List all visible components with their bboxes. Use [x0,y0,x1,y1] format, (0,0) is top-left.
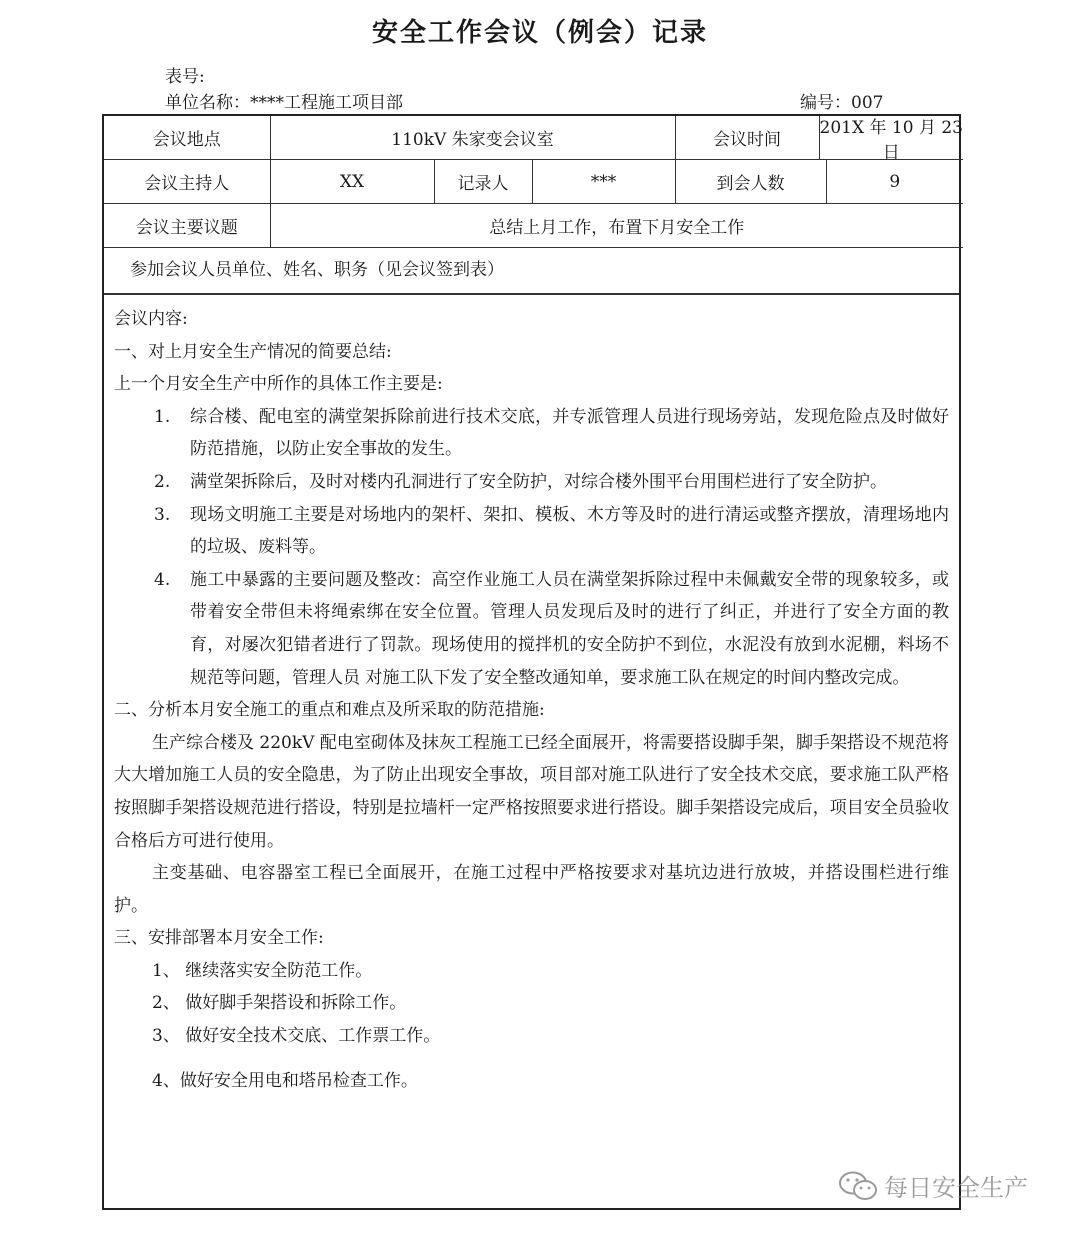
item-number: 4. [154,569,171,590]
section-2-paragraph-2: 主变基础、电容器室工程已全面展开，在施工过程中严格按要求对基坑边进行放坡，并搭设围栏进行维护。 [114,863,949,916]
host-value: XX [270,160,434,204]
recorder-value: *** [532,160,675,204]
serial-number: 编号：007 [800,93,884,113]
list-item: 3、 做好安全技术交底、工作票工作。 [152,1026,441,1047]
list-item [114,499,949,564]
section-2-paragraph-1: 生产综合楼及 220kV 配电室砌体及抹灰工程施工已经全面展开，将需要搭设脚手架，脚手架搭设不规范将大大增加施工人员的安全隐患，为了防止出现安全事故，项目部对施工队进行了安全技术交底，要求施工队严格按照脚手架搭设规范进行搭设，特别是拉墙杆一定严格按照要求进行搭设。脚手架搭设完成后，项目安全员验收合格后方可进行使用。 [114,732,949,851]
list-item [114,401,949,466]
meeting-info-table [104,116,963,248]
time-cell [675,116,963,163]
meeting-record-sheet [102,114,961,1210]
item-number: 1. [154,406,171,427]
section-1-intro: 上一个月安全生产中所作的具体工作主要是: [114,374,443,395]
item-text: 满堂架拆除后，及时对楼内孔洞进行了安全防护，对综合楼外围平台用围栏进行了安全防护。 [190,471,887,492]
watermark-text: 每日安全生产 [884,1174,1028,1202]
list-item: 1、 继续落实安全防范工作。 [152,960,373,981]
location-label: 会议地点 [104,116,270,160]
section-2-title: 二、分析本月安全施工的重点和难点及所采取的防范措施: [114,700,545,721]
topic-label: 会议主要议题 [104,204,270,248]
table-row [104,160,963,204]
watermark [838,1168,1028,1203]
table-row [104,116,963,160]
content-heading: 会议内容: [114,309,188,329]
attendees-note: 参加会议人员单位、姓名、职务（见会议签到表） [104,248,959,295]
recorder-label: 记录人 [434,160,532,204]
document-title: 安全工作会议（例会）记录 [371,18,708,48]
topic-value: 总结上月工作，布置下月安全工作 [270,204,963,248]
location-value: 110kV 朱家变会议室 [270,116,675,160]
section-3-title: 三、安排部署本月安全工作: [114,928,324,949]
item-number: 3. [154,504,171,525]
item-text: 现场文明施工主要是对场地内的架杆、架扣、模板、木方等及时的进行清运或整齐摆放，清理场地内的垃圾、废料等。 [190,504,949,558]
list-item [114,564,949,694]
section-1-title: 一、对上月安全生产情况的简要总结: [114,341,392,362]
item-number: 2. [154,471,171,492]
attendance-value: 9 [826,160,963,204]
unit-name: 单位名称：****工程施工项目部 [165,93,403,113]
attendance-label: 到会人数 [675,160,826,204]
item-text: 综合楼、配电室的满堂架拆除前进行技术交底，并专派管理人员进行现场旁站，发现危险点及时做好防范措施，以防止安全事故的发生。 [190,406,949,460]
list-item: 4、做好安全用电和塔吊检查工作。 [152,1070,418,1091]
list-item [114,466,949,499]
wechat-icon [838,1170,878,1202]
table-row [104,204,963,248]
time-label: 会议时间 [676,116,820,159]
host-label: 会议主持人 [104,160,270,204]
meeting-content [104,295,959,1097]
list-item: 2、 做好脚手架搭设和拆除工作。 [152,993,407,1014]
item-text: 施工中暴露的主要问题及整改：高空作业施工人员在满堂架拆除过程中未佩戴安全带的现象较多，或带着安全带但未将绳索绑在安全位置。管理人员发现后及时的进行了纠正，并进行了安全方面的教育，对屡次犯错者进行了罚款。现场使用的搅拌机的安全防护不到位，水泥没有放到水泥棚，料场不规范等问题，管理人员 对施工队下发了安全整改通知单，要求施工队在规定的时间内整改完成。 [190,569,949,688]
table-number-label: 表号: [165,67,205,87]
time-value: 201X 年 10 月 23 日 [819,117,963,163]
